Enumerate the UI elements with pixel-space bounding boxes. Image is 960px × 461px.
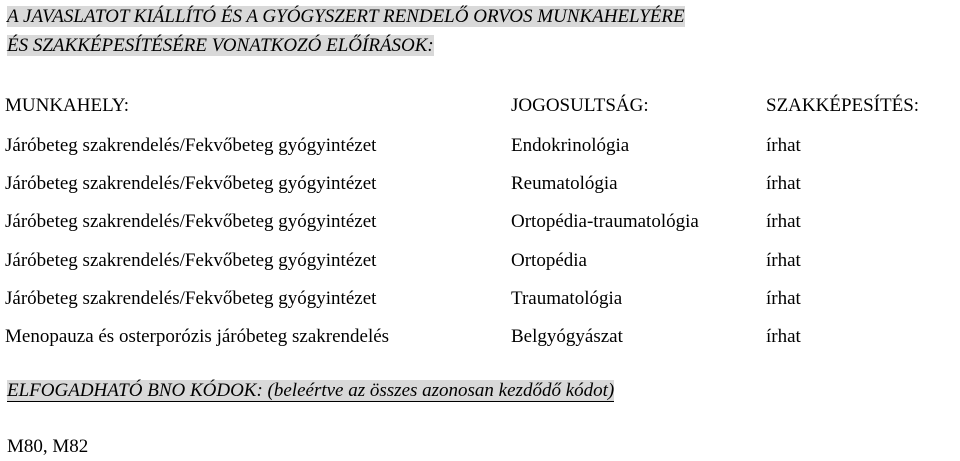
cell-munkahely: Járóbeteg szakrendelés/Fekvőbeteg gyógyintézet [5,135,377,156]
cell-szakkepesites: írhat [766,288,801,309]
header-munkahely: MUNKAHELY: [5,95,130,116]
table-row [0,212,960,236]
cell-jogosultsag: Belgyógyászat [511,326,623,347]
cell-jogosultsag: Ortopédia [511,250,587,271]
cell-jogosultsag: Reumatológia [511,173,618,194]
title-line-2 [7,36,434,55]
bno-codes-header [7,381,614,400]
bno-codes-value: M80, M82 [7,436,89,457]
header-szakkepesites: SZAKKÉPESÍTÉS: [766,95,920,116]
cell-munkahely: Járóbeteg szakrendelés/Fekvőbeteg gyógyintézet [5,288,377,309]
cell-szakkepesites: írhat [766,326,801,347]
cell-jogosultsag: Ortopédia-traumatológia [511,211,699,232]
cell-szakkepesites: írhat [766,173,801,194]
table-row [0,289,960,313]
cell-jogosultsag: Endokrinológia [511,135,630,156]
cell-munkahely: Járóbeteg szakrendelés/Fekvőbeteg gyógyintézet [5,211,377,232]
cell-munkahely: Menopauza és osterporózis járóbeteg szakrendelés [5,326,390,347]
bno-codes-header-text: ELFOGADHATÓ BNO KÓDOK: (beleértve az összes azonosan kezdődő kódot) [7,380,615,401]
cell-munkahely: Járóbeteg szakrendelés/Fekvőbeteg gyógyintézet [5,173,377,194]
cell-szakkepesites: írhat [766,211,801,232]
title-line-1 [7,7,685,26]
title-line-2-text: ÉS SZAKKÉPESÍTÉSÉRE VONATKOZÓ ELŐÍRÁSOK: [7,35,434,56]
table-header-row [0,96,960,120]
table-row [0,174,960,198]
table-row [0,251,960,275]
table-row [0,327,960,351]
table-row [0,136,960,160]
cell-szakkepesites: írhat [766,135,801,156]
cell-jogosultsag: Traumatológia [511,288,623,309]
cell-munkahely: Járóbeteg szakrendelés/Fekvőbeteg gyógyintézet [5,250,377,271]
cell-szakkepesites: írhat [766,250,801,271]
header-jogosultsag: JOGOSULTSÁG: [511,95,649,116]
title-line-1-text: A JAVASLATOT KIÁLLÍTÓ ÉS A GYÓGYSZERT RENDELŐ ORVOS MUNKAHELYÉRE [7,6,685,27]
